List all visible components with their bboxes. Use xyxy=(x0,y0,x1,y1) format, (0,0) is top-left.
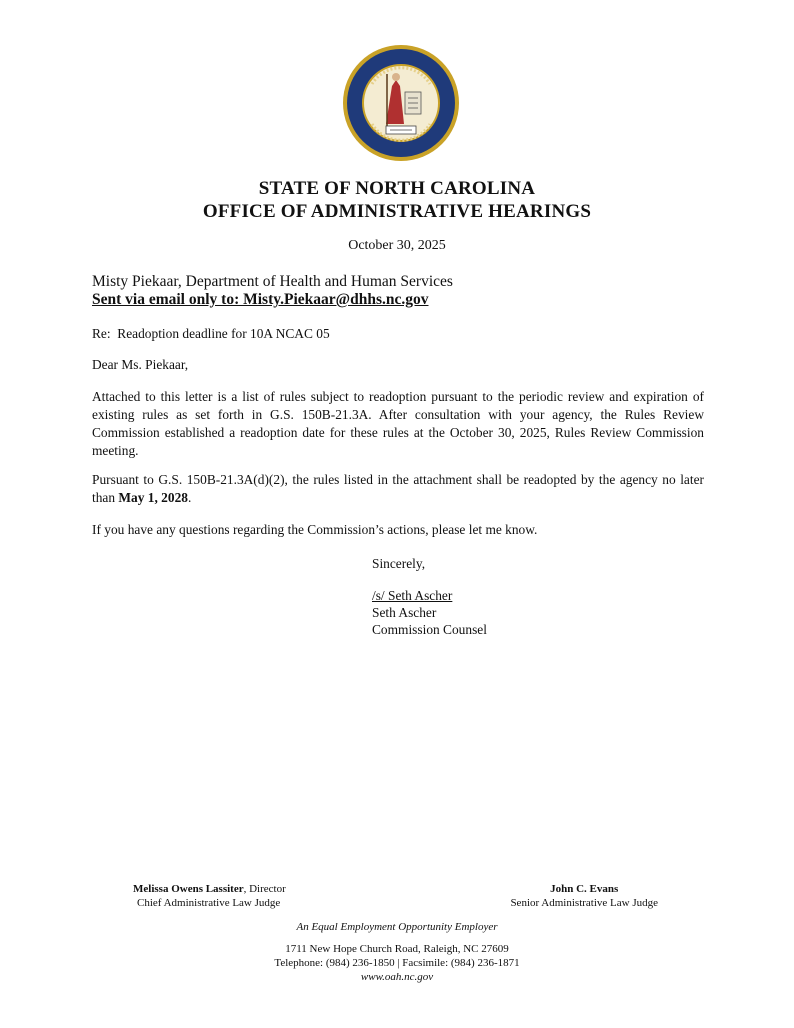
office-website: www.oah.nc.gov xyxy=(360,971,434,983)
letter-date: October 30, 2025 xyxy=(348,238,446,253)
signature: /s/ Seth Ascher xyxy=(372,588,453,603)
subject-line: Re: Readoption deadline for 10A NCAC 05 xyxy=(92,326,330,341)
closing: Sincerely, xyxy=(372,556,426,571)
senior-judge-title: Senior Administrative Law Judge xyxy=(510,897,658,909)
agency-title-line1: STATE OF NORTH CAROLINA xyxy=(258,178,536,199)
salutation: Dear Ms. Piekaar, xyxy=(92,357,189,372)
director-name: Melissa Owens Lassiter xyxy=(133,883,244,895)
director-title: Chief Administrative Law Judge xyxy=(137,897,281,909)
body-paragraph-1: Attached to this letter is a list of rules subject to readoption pursuant to the periodic review and expiration of existing rules as set forth in G.S. 150B-21.3A. After consultation with your agency, the Rules Review Commission established a readoption date for these rules at the October 30, 2025, Rules Review Commission meeting. xyxy=(92,389,704,458)
body-paragraph-2 xyxy=(92,471,704,507)
office-address: 1711 New Hope Church Road, Raleigh, NC 27609 xyxy=(285,943,509,955)
signer-title: Commission Counsel xyxy=(372,622,487,637)
footer-left-officer xyxy=(133,882,286,910)
readoption-deadline: May 1, 2028 xyxy=(118,490,188,505)
body-paragraph-3: If you have any questions regarding the Commission’s actions, please let me know. xyxy=(92,522,538,537)
paragraph2-text: Pursuant to G.S. 150B-21.3A(d)(2), the rules listed in the attachment shall be readopted by the agency no later than xyxy=(92,472,704,505)
office-phones: Telephone: (984) 236-1850 | Facsimile: (984) 236-1871 xyxy=(274,957,520,969)
footer-right-officer xyxy=(510,882,658,910)
director-line xyxy=(133,882,286,896)
eoe-statement: An Equal Employment Opportunity Employer xyxy=(296,921,498,933)
state-seal-logo xyxy=(342,44,460,162)
recipient-name: Misty Piekaar, Department of Health and Human Services xyxy=(92,273,453,290)
paragraph2-end: . xyxy=(187,490,192,505)
signer-name: Seth Ascher xyxy=(372,605,437,620)
agency-title-line2: OFFICE OF ADMINISTRATIVE HEARINGS xyxy=(202,201,592,222)
director-role: , Director xyxy=(243,883,286,895)
recipient-email-line: Sent via email only to: Misty.Piekaar@dhhs.nc.gov xyxy=(92,291,429,308)
senior-judge-name: John C. Evans xyxy=(550,883,619,895)
